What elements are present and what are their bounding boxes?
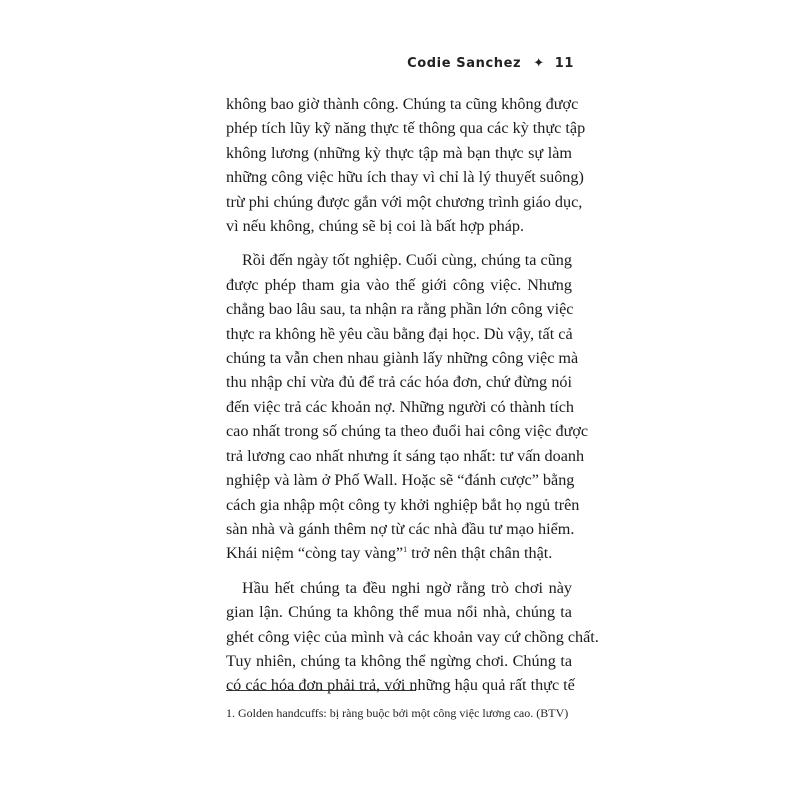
page-body	[226, 92, 599, 708]
text-line: Hầu hết chúng ta đều nghi ngờ rằng trò chơi này	[242, 578, 572, 597]
text-line: được phép tham gia vào thế giới công việc. Nhưng	[226, 275, 572, 294]
text-line: có các hóa đơn phải trả, với những hậu quả rất thực tế	[226, 676, 575, 695]
text-line: đến việc trả các khoản nợ. Những người có thành tích	[226, 397, 574, 416]
text-fragment: Khái niệm “còng tay vàng”	[226, 544, 404, 563]
text-line: Rồi đến ngày tốt nghiệp. Cuối cùng, chúng ta cũng	[242, 251, 572, 270]
author-name: Codie Sanchez	[407, 56, 522, 71]
text-line: cách gia nhập một công ty khởi nghiệp bắt họ ngủ trên	[226, 495, 580, 514]
running-header	[407, 56, 574, 71]
text-line: cao nhất trong số chúng ta theo đuổi hai công việc được	[226, 422, 589, 441]
text-line: không bao giờ thành công. Chúng ta cũng không được	[226, 95, 579, 113]
paragraph	[226, 248, 589, 565]
text-line: thu nhập chỉ vừa đủ để trả các hóa đơn, chứ đừng nói	[226, 373, 572, 392]
paragraph	[226, 576, 599, 698]
text-fragment: trở nên thật chân thật.	[407, 544, 553, 563]
text-line: không lương (những kỳ thực tập mà bạn thực sự làm	[226, 143, 572, 162]
text-line: trả lương cao nhất nhưng ít sáng tạo nhất: tư vấn doanh	[226, 446, 585, 465]
separator-icon: ✦	[533, 56, 545, 71]
page-number: 11	[554, 56, 574, 71]
text-line: Tuy nhiên, chúng ta không thể ngừng chơi. Chúng ta	[226, 651, 572, 670]
text-line: thực ra không hề yêu cầu bằng đại học. Dù vậy, tất cả	[226, 324, 573, 343]
text-line: những công việc hữu ích thay vì chỉ là lý thuyết suông)	[226, 168, 584, 187]
footnote-text: 1. Golden handcuffs: bị ràng buộc bởi một công việc lương cao. (BTV)	[226, 706, 569, 720]
text-line: chúng ta vẫn chen nhau giành lấy những công việc mà	[226, 349, 579, 368]
footnote-reference[interactable]: 1	[403, 545, 408, 555]
text-line: nghiệp và làm ở Phố Wall. Hoặc sẽ “đánh cược” bằng	[226, 471, 575, 490]
text-line: sàn nhà và gánh thêm nợ từ các nhà đầu tư mạo hiểm.	[226, 519, 575, 538]
text-line: vì nếu không, chúng sẽ bị coi là bất hợp pháp.	[226, 217, 525, 236]
text-line: trừ phi chúng được gắn với một chương trình giáo dục,	[226, 192, 583, 211]
footnote-divider	[226, 690, 416, 691]
paragraph	[226, 92, 586, 238]
text-line: gian lận. Chúng ta không thể mua nổi nhà, chúng ta	[226, 603, 572, 622]
text-line	[226, 541, 572, 565]
text-line: phép tích lũy kỹ năng thực tế thông qua các kỳ thực tập	[226, 119, 586, 138]
text-line: chẳng bao lâu sau, ta nhận ra rằng phần lớn công việc	[226, 300, 574, 319]
text-line: ghét công việc của mình và các khoản vay cứ chồng chất.	[226, 627, 599, 646]
